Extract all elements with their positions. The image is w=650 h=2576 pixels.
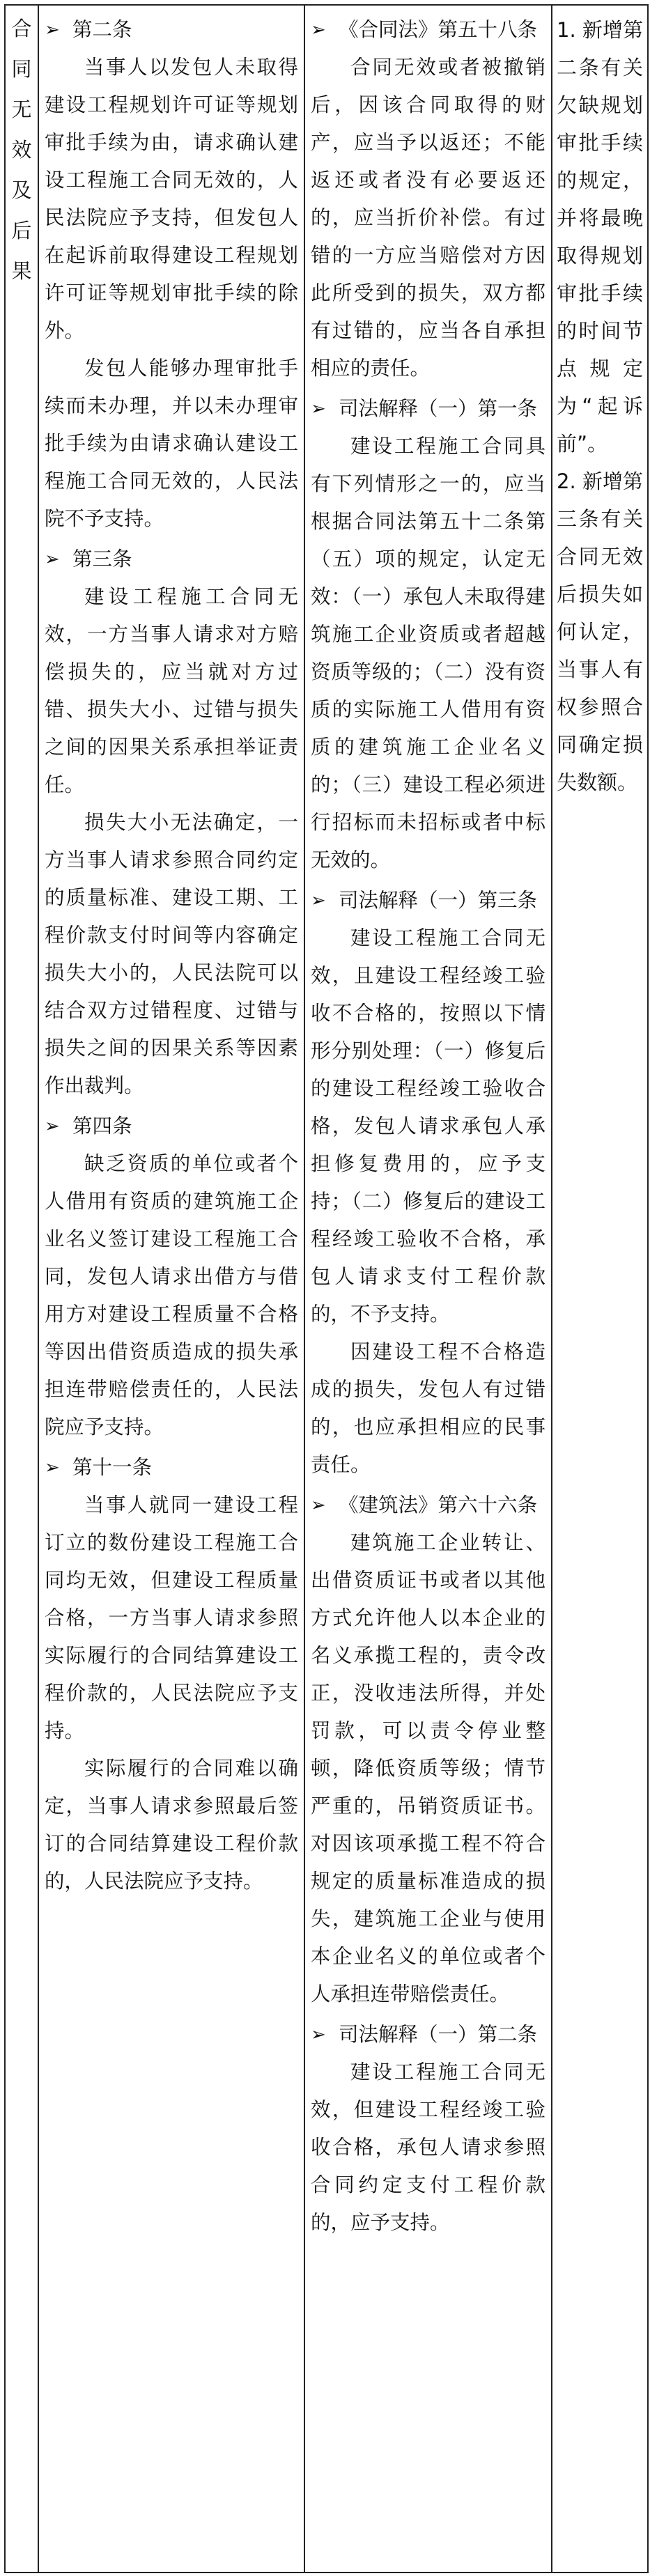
provision-entry: [311, 11, 545, 387]
article-heading-text: 第十一条: [72, 1456, 153, 1479]
provision-heading: [311, 11, 545, 49]
article-entry: [45, 541, 298, 1105]
row-label-cell: [5, 5, 38, 2573]
bullet-arrow-icon: ➢: [45, 549, 60, 570]
provision-heading: [311, 2016, 545, 2054]
article-heading: [45, 11, 298, 49]
provision-paragraph: 建设工程施工合同具有下列情形之一的，应当根据合同法第五十二条第（五）项的规定，认定无效：（一）承包人未取得建筑施工企业资质或者超越资质等级的；（二）没有资质的实际施工人借用有资质的建筑施工企业名义的；（三）建设工程必须进行招标而未招标或者中标无效的。: [311, 435, 545, 871]
provision-heading: [311, 390, 545, 428]
bullet-arrow-icon: ➢: [311, 1495, 326, 1516]
old-provisions: [311, 11, 545, 2242]
provision-heading-text: 《合同法》第五十八条: [339, 18, 538, 41]
article-heading-text: 第四条: [72, 1115, 132, 1138]
provision-entry: [311, 1487, 545, 2013]
bullet-arrow-icon: ➢: [45, 1457, 60, 1478]
article-paragraph: 缺乏资质的单位或者个人借用有资质的建筑施工企业名义签订建设工程施工合同，发包人请求出借方与借用方对建设工程质量不合格等因出借资质造成的损失承担连带赔偿责任的，人民法院应予支持。: [45, 1152, 298, 1438]
provision-paragraph: 因建设工程不合格造成的损失，发包人有过错的，也应承担相应的民事责任。: [311, 1340, 545, 1476]
provision-heading: [311, 882, 545, 920]
article-paragraph: 损失大小无法确定，一方当事人请求参照合同约定的质量标准、建设工期、工程价款支付时间等内容确定损失大小的，人民法院可以结合双方过错程度、过错与损失之间的因果关系等因素作出裁判。: [45, 811, 298, 1097]
note-item: 1. 新增第二条有关欠缺规划审批手续的规定，并将最晚取得规划审批手续的时间节点规定为“起诉前”。: [557, 18, 643, 456]
row-label-text: 合同无效及后果: [11, 17, 32, 283]
article-paragraph: 当事人就同一建设工程订立的数份建设工程施工合同均无效，但建设工程质量合格，一方当事人请求参照实际履行的合同结算建设工程价款的，人民法院应予支持。: [45, 1493, 298, 1742]
article-paragraph: 实际履行的合同难以确定，当事人请求参照最后签订的合同结算建设工程价款的，人民法院应予支持。: [45, 1757, 298, 1893]
provision-heading-text: 司法解释（一）第三条: [339, 889, 538, 912]
article-heading-text: 第二条: [72, 18, 132, 41]
change-notes: [557, 11, 643, 801]
article-paragraph: 当事人以发包人未取得建设工程规划许可证等规划审批手续为由，请求确认建设工程施工合同无效的，人民法院应予支持，但发包人在起诉前取得建设工程规划许可证等规划审批手续的除外。: [45, 56, 298, 342]
provision-heading-text: 《建筑法》第六十六条: [339, 1493, 538, 1516]
new-articles: [45, 11, 298, 1900]
note-item: 2. 新增第三条有关合同无效后损失如何认定，当事人有权参照合同确定损失数额。: [557, 470, 643, 794]
article-entry: [45, 1449, 298, 1900]
article-entry: [45, 1108, 298, 1446]
article-heading-text: 第三条: [72, 548, 132, 571]
article-heading: [45, 1449, 298, 1487]
provision-paragraph: 合同无效或者被撤销后，因该合同取得的财产，应当予以返还；不能返还或者没有必要返还的，应当折价补偿。有过错的一方应当赔偿对方因此所受到的损失，双方都有过错的，应当各自承担相应的责任。: [311, 56, 545, 380]
new-interpretation-column: [38, 5, 304, 2573]
article-entry: [45, 11, 298, 538]
provision-heading: [311, 1487, 545, 1524]
article-heading: [45, 1108, 298, 1145]
table-row: [5, 5, 648, 2573]
bullet-arrow-icon: ➢: [45, 20, 60, 40]
comparison-table: [4, 4, 649, 2573]
article-paragraph: 建设工程施工合同无效，一方当事人请求对方赔偿损失的，应当就对方过错、损失大小、过错与损失之间的因果关系承担举证责任。: [45, 585, 298, 796]
bullet-arrow-icon: ➢: [45, 1116, 60, 1137]
bullet-arrow-icon: ➢: [311, 398, 326, 419]
bullet-arrow-icon: ➢: [311, 20, 326, 40]
bullet-arrow-icon: ➢: [311, 2024, 326, 2045]
row-label: [6, 8, 38, 291]
provision-paragraph: 建筑施工企业转让、出借资质证书或者以其他方式允许他人以本企业的名义承揽工程的，责令改正，没收违法所得，并处罚款，可以责令停业整顿，降低资质等级；情节严重的，吊销资质证书。对因该项承揽工程不符合规定的质量标准造成的损失，建筑施工企业与使用本企业名义的单位或者个人承担连带赔偿责任。: [311, 1531, 545, 2005]
notes-column: [552, 5, 648, 2573]
provision-heading-text: 司法解释（一）第二条: [339, 2023, 538, 2046]
provision-paragraph: 建设工程施工合同无效，且建设工程经竣工验收不合格的，按照以下情形分别处理：（一）修复后的建设工程经竣工验收合格，发包人请求承包人承担修复费用的，应予支持；（二）修复后的建设工程经竣工验收不合格，承包人请求支付工程价款的，不予支持。: [311, 926, 545, 1326]
article-heading: [45, 541, 298, 578]
provision-entry: [311, 390, 545, 879]
provision-entry: [311, 882, 545, 1484]
provision-heading-text: 司法解释（一）第一条: [339, 397, 538, 420]
article-paragraph: 发包人能够办理审批手续而未办理，并以未办理审批手续为由请求确认建设工程施工合同无效的，人民法院不予支持。: [45, 357, 298, 530]
bullet-arrow-icon: ➢: [311, 890, 326, 911]
provision-paragraph: 建设工程施工合同无效，但建设工程经竣工验收合格，承包人请求参照合同约定支付工程价款的，应予支持。: [311, 2061, 545, 2234]
old-provisions-column: [304, 5, 552, 2573]
provision-entry: [311, 2016, 545, 2242]
